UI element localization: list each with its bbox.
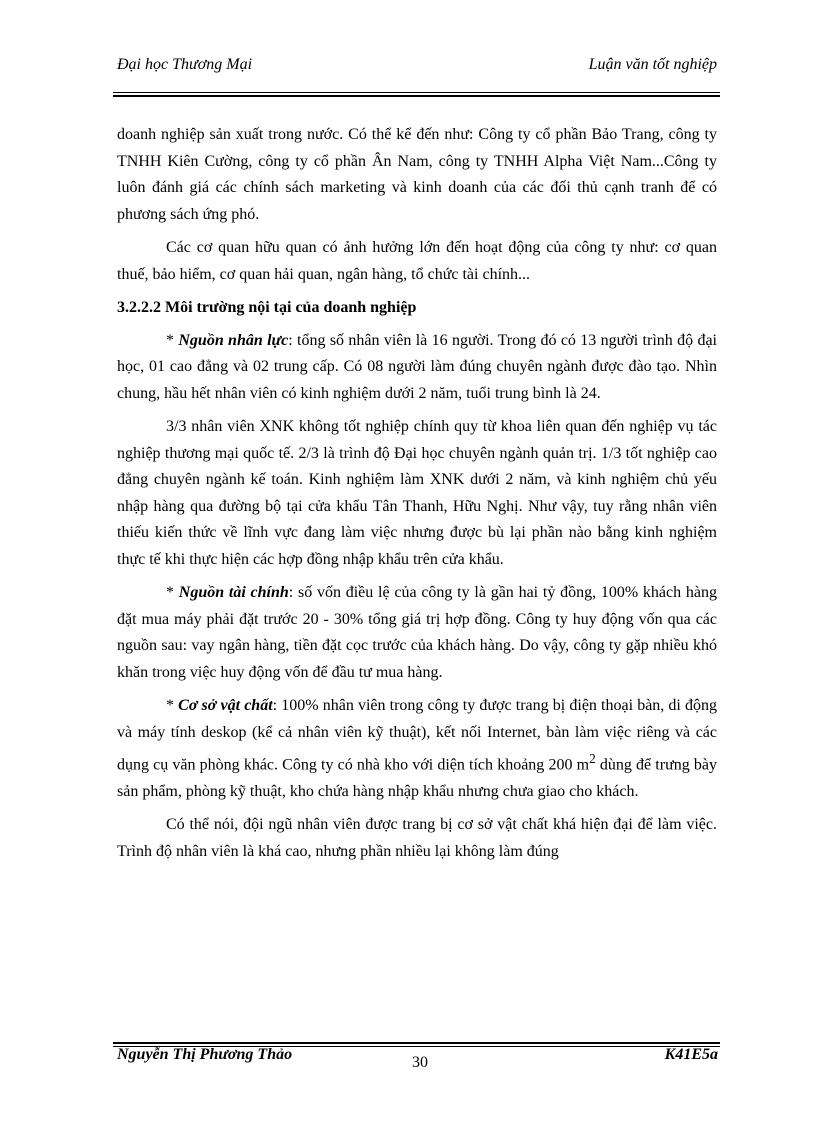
paragraph-finance [117, 580, 717, 686]
paragraph-stakeholders: Các cơ quan hữu quan có ảnh hưởng lớn đến hoạt động của công ty như: cơ quan thuế, bảo hiểm, cơ quan hải quan, ngân hàng, tổ chức tài chính... [117, 239, 717, 283]
term-human-resources: Nguồn nhân lực [178, 331, 289, 349]
header-thesis-label: Luận văn tốt nghiệp [588, 56, 717, 73]
bullet-prefix: * [166, 697, 179, 714]
paragraph-conclusion: Có thể nói, đội ngũ nhân viên được trang bị cơ sở vật chất khá hiện đại để làm việc. Trình độ nhân viên là khá cao, nhưng phần nhiều lại không làm đúng [117, 816, 717, 860]
section-heading: 3.2.2.2 Môi trường nội tại của doanh nghiệp [117, 299, 417, 316]
superscript: 2 [589, 751, 596, 766]
footer-rule-thick [113, 1042, 720, 1044]
paragraph-import-export-staff: 3/3 nhân viên XNK không tốt nghiệp chính quy từ khoa liên quan đến nghiệp vụ tác nghiệp thương mại quốc tế. 2/3 là trình độ Đại học chuyên ngành quản trị. 1/3 tốt nghiệp cao đẳng chuyên ngành kế toán. Kinh nghiệm làm XNK dưới 2 năm, và kinh nghiệm chủ yếu nhập hàng qua đường bộ tại cửa khẩu Tân Thanh, Hữu Nghị. Như vậy, tuy rằng nhân viên thiếu kiến thức về lĩnh vực đang làm việc nhưng được bù lại phần nào bằng kinh nghiệm thực tế khi thực hiện các hợp đồng nhập khẩu trên cửa khẩu. [117, 418, 717, 568]
paragraph-human-resources [117, 328, 717, 408]
bullet-prefix: * [166, 584, 179, 601]
page-number: 30 [412, 1054, 428, 1071]
term-facilities: Cơ sở vật chất [178, 697, 273, 714]
header-rule-thin [113, 92, 720, 93]
header-university: Đại học Thương Mại [117, 56, 253, 73]
paragraph-text: : số vốn điều lệ của công ty là gần hai tỷ đồng, 100% khách hàng đặt mua máy phải đặt trước 20 - 30% tổng giá trị hợp đồng. Công ty huy động vốn qua các nguồn sau: vay ngân hàng, tiền đặt cọc trước của khách hàng. Do vậy, công ty gặp nhiều khó khăn trong việc huy động vốn để đầu tư mua hàng. [117, 584, 718, 681]
header-rule-thick [113, 95, 720, 97]
footer-author: Nguyễn Thị Phương Thảo [117, 1046, 293, 1063]
bullet-prefix: * [166, 331, 179, 349]
paragraph-facilities [117, 693, 717, 805]
paragraph-text: : 100% nhân viên trong công ty được trang bị điện thoại bàn, di động và máy tính deskop (kể cả nhân viên kỹ thuật), kết nối Internet, bàn làm việc riêng và các dụng cụ văn phòng khác. Công ty có nhà kho với diện tích khoảng 200 m [117, 697, 718, 774]
term-finance: Nguồn tài chính [178, 584, 289, 601]
page-header [117, 56, 717, 80]
paragraph-competitors: doanh nghiệp sản xuất trong nước. Có thể kể đến như: Công ty cổ phần Bảo Trang, công ty TNHH Kiên Cường, công ty cổ phần Ân Nam, công ty TNHH Alpha Việt Nam...Công ty luôn đánh giá các chính sách marketing và kinh doanh của các đối thủ cạnh tranh để có phương sách ứng phó. [117, 126, 717, 223]
paragraph-text: : tổng số nhân viên là 16 người. Trong đó có 13 người trình độ đại học, 01 cao đẳng và 02 trung cấp. Có 08 người làm đúng chuyên ngành được đào tạo. Nhìn chung, hầu hết nhân viên có kinh nghiệm dưới 2 năm, tuổi trung bình là 24. [117, 331, 718, 402]
page-body [117, 122, 717, 872]
paragraph-text: dùng để trưng bày sản phẩm, phòng kỹ thuật, kho chứa hàng nhập khẩu nhưng chưa giao cho khách. [117, 756, 718, 800]
footer-class-code: K41E5a [664, 1046, 718, 1063]
